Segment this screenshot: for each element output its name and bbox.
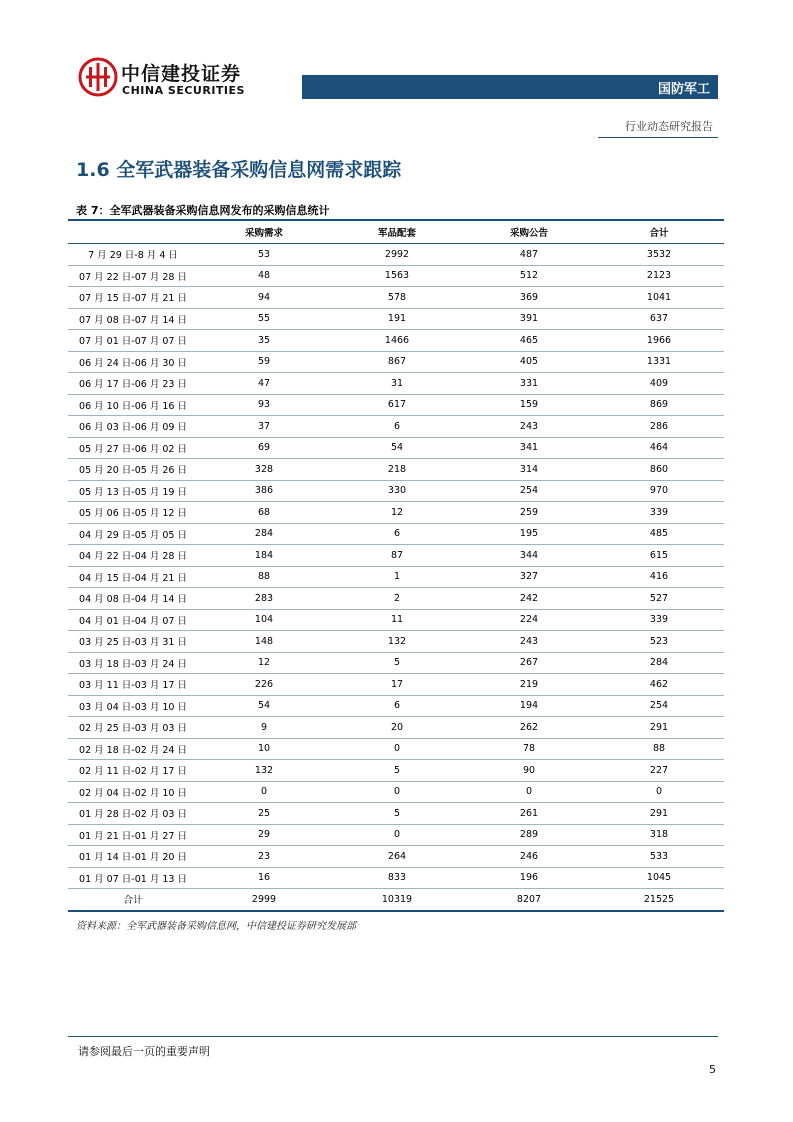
count-cell: 331 <box>464 373 594 395</box>
count-cell: 1966 <box>594 330 724 352</box>
count-cell: 227 <box>594 760 724 782</box>
table-row <box>68 351 724 373</box>
table-row <box>68 867 724 889</box>
count-cell: 37 <box>198 416 330 438</box>
table-row <box>68 609 724 631</box>
count-cell: 20 <box>330 717 464 739</box>
date-range-cell: 07 月 15 日-07 月 21 日 <box>68 287 198 309</box>
count-cell: 6 <box>330 695 464 717</box>
date-range-cell: 03 月 04 日-03 月 10 日 <box>68 695 198 717</box>
count-cell: 55 <box>198 308 330 330</box>
count-cell: 78 <box>464 738 594 760</box>
count-cell: 405 <box>464 351 594 373</box>
procurement-table-container <box>68 219 724 912</box>
count-cell: 512 <box>464 265 594 287</box>
count-cell: 54 <box>198 695 330 717</box>
count-cell: 11 <box>330 609 464 631</box>
count-cell: 637 <box>594 308 724 330</box>
date-range-cell: 01 月 07 日-01 月 13 日 <box>68 867 198 889</box>
source-note: 资料来源：全军武器装备采购信息网，中信建投证券研究发展部 <box>76 921 356 932</box>
total-cell: 2999 <box>198 889 330 911</box>
date-range-cell: 02 月 11 日-02 月 17 日 <box>68 760 198 782</box>
date-range-cell: 04 月 01 日-04 月 07 日 <box>68 609 198 631</box>
date-range-cell: 04 月 22 日-04 月 28 日 <box>68 545 198 567</box>
count-cell: 94 <box>198 287 330 309</box>
count-cell: 88 <box>594 738 724 760</box>
count-cell: 0 <box>198 781 330 803</box>
date-range-cell: 06 月 17 日-06 月 23 日 <box>68 373 198 395</box>
count-cell: 465 <box>464 330 594 352</box>
count-cell: 3532 <box>594 244 724 266</box>
count-cell: 291 <box>594 717 724 739</box>
table-caption: 表 7：全军武器装备采购信息网发布的采购信息统计 <box>76 204 330 217</box>
count-cell: 262 <box>464 717 594 739</box>
date-range-cell: 05 月 20 日-05 月 26 日 <box>68 459 198 481</box>
table-row <box>68 502 724 524</box>
count-cell: 254 <box>464 480 594 502</box>
table-row <box>68 803 724 825</box>
column-header: 军品配套 <box>330 220 464 244</box>
procurement-table <box>68 219 724 912</box>
count-cell: 261 <box>464 803 594 825</box>
sector-label: 国防军工 <box>657 82 710 97</box>
date-range-cell: 02 月 04 日-02 月 10 日 <box>68 781 198 803</box>
count-cell: 330 <box>330 480 464 502</box>
table-row <box>68 824 724 846</box>
count-cell: 246 <box>464 846 594 868</box>
table-row <box>68 287 724 309</box>
table-row <box>68 416 724 438</box>
header-divider <box>598 137 718 138</box>
table-header-row <box>68 220 724 244</box>
count-cell: 47 <box>198 373 330 395</box>
count-cell: 53 <box>198 244 330 266</box>
section-title: 1.6 全军武器装备采购信息网需求跟踪 <box>76 159 402 181</box>
table-row <box>68 631 724 653</box>
count-cell: 0 <box>330 781 464 803</box>
count-cell: 264 <box>330 846 464 868</box>
count-cell: 159 <box>464 394 594 416</box>
total-cell: 8207 <box>464 889 594 911</box>
footer-divider <box>68 1036 718 1037</box>
table-row <box>68 265 724 287</box>
count-cell: 0 <box>464 781 594 803</box>
date-range-cell: 07 月 22 日-07 月 28 日 <box>68 265 198 287</box>
count-cell: 69 <box>198 437 330 459</box>
table-total-row <box>68 889 724 911</box>
table-row <box>68 394 724 416</box>
count-cell: 29 <box>198 824 330 846</box>
count-cell: 1045 <box>594 867 724 889</box>
table-row <box>68 652 724 674</box>
count-cell: 218 <box>330 459 464 481</box>
date-range-cell: 07 月 01 日-07 月 07 日 <box>68 330 198 352</box>
report-type: 行业动态研究报告 <box>625 120 713 133</box>
date-range-cell: 07 月 08 日-07 月 14 日 <box>68 308 198 330</box>
count-cell: 409 <box>594 373 724 395</box>
table-row <box>68 717 724 739</box>
count-cell: 462 <box>594 674 724 696</box>
count-cell: 59 <box>198 351 330 373</box>
count-cell: 283 <box>198 588 330 610</box>
count-cell: 464 <box>594 437 724 459</box>
count-cell: 416 <box>594 566 724 588</box>
disclaimer: 请参阅最后一页的重要声明 <box>78 1045 210 1058</box>
count-cell: 226 <box>198 674 330 696</box>
company-logo <box>78 57 258 101</box>
column-header: 采购公告 <box>464 220 594 244</box>
count-cell: 132 <box>198 760 330 782</box>
count-cell: 88 <box>198 566 330 588</box>
count-cell: 148 <box>198 631 330 653</box>
date-range-cell: 01 月 14 日-01 月 20 日 <box>68 846 198 868</box>
count-cell: 1041 <box>594 287 724 309</box>
count-cell: 284 <box>594 652 724 674</box>
count-cell: 339 <box>594 609 724 631</box>
count-cell: 1466 <box>330 330 464 352</box>
count-cell: 0 <box>330 738 464 760</box>
date-range-cell: 01 月 21 日-01 月 27 日 <box>68 824 198 846</box>
date-range-cell: 02 月 25 日-03 月 03 日 <box>68 717 198 739</box>
count-cell: 48 <box>198 265 330 287</box>
table-body <box>68 244 724 911</box>
logo-chinese-name: 中信建投证券 <box>121 63 242 85</box>
count-cell: 284 <box>198 523 330 545</box>
count-cell: 615 <box>594 545 724 567</box>
count-cell: 194 <box>464 695 594 717</box>
count-cell: 327 <box>464 566 594 588</box>
count-cell: 191 <box>330 308 464 330</box>
table-row <box>68 738 724 760</box>
date-range-cell: 04 月 08 日-04 月 14 日 <box>68 588 198 610</box>
count-cell: 6 <box>330 416 464 438</box>
table-row <box>68 373 724 395</box>
count-cell: 2123 <box>594 265 724 287</box>
count-cell: 87 <box>330 545 464 567</box>
column-header: 合计 <box>594 220 724 244</box>
count-cell: 487 <box>464 244 594 266</box>
count-cell: 243 <box>464 416 594 438</box>
table-row <box>68 308 724 330</box>
count-cell: 617 <box>330 394 464 416</box>
count-cell: 860 <box>594 459 724 481</box>
count-cell: 0 <box>330 824 464 846</box>
date-range-cell: 05 月 06 日-05 月 12 日 <box>68 502 198 524</box>
count-cell: 5 <box>330 803 464 825</box>
column-header: 采购需求 <box>198 220 330 244</box>
count-cell: 10 <box>198 738 330 760</box>
total-cell: 21525 <box>594 889 724 911</box>
logo-english-name: CHINA SECURITIES <box>122 84 245 97</box>
count-cell: 5 <box>330 760 464 782</box>
count-cell: 369 <box>464 287 594 309</box>
count-cell: 5 <box>330 652 464 674</box>
count-cell: 12 <box>330 502 464 524</box>
count-cell: 267 <box>464 652 594 674</box>
table-row <box>68 244 724 266</box>
count-cell: 31 <box>330 373 464 395</box>
count-cell: 1331 <box>594 351 724 373</box>
count-cell: 485 <box>594 523 724 545</box>
count-cell: 254 <box>594 695 724 717</box>
date-range-cell: 06 月 24 日-06 月 30 日 <box>68 351 198 373</box>
count-cell: 17 <box>330 674 464 696</box>
table-row <box>68 695 724 717</box>
count-cell: 0 <box>594 781 724 803</box>
date-range-cell: 04 月 15 日-04 月 21 日 <box>68 566 198 588</box>
table-row <box>68 545 724 567</box>
count-cell: 259 <box>464 502 594 524</box>
sector-banner <box>302 75 718 99</box>
count-cell: 2992 <box>330 244 464 266</box>
count-cell: 523 <box>594 631 724 653</box>
count-cell: 339 <box>594 502 724 524</box>
count-cell: 90 <box>464 760 594 782</box>
date-range-cell: 03 月 18 日-03 月 24 日 <box>68 652 198 674</box>
count-cell: 533 <box>594 846 724 868</box>
count-cell: 196 <box>464 867 594 889</box>
count-cell: 243 <box>464 631 594 653</box>
count-cell: 184 <box>198 545 330 567</box>
table-row <box>68 437 724 459</box>
column-header <box>68 220 198 244</box>
count-cell: 867 <box>330 351 464 373</box>
count-cell: 527 <box>594 588 724 610</box>
date-range-cell: 01 月 28 日-02 月 03 日 <box>68 803 198 825</box>
date-range-cell: 06 月 03 日-06 月 09 日 <box>68 416 198 438</box>
count-cell: 93 <box>198 394 330 416</box>
count-cell: 16 <box>198 867 330 889</box>
count-cell: 35 <box>198 330 330 352</box>
count-cell: 1563 <box>330 265 464 287</box>
table-row <box>68 480 724 502</box>
count-cell: 286 <box>594 416 724 438</box>
page-number: 5 <box>709 1063 716 1076</box>
table-row <box>68 846 724 868</box>
date-range-cell: 7 月 29 日-8 月 4 日 <box>68 244 198 266</box>
count-cell: 219 <box>464 674 594 696</box>
date-range-cell: 02 月 18 日-02 月 24 日 <box>68 738 198 760</box>
date-range-cell: 06 月 10 日-06 月 16 日 <box>68 394 198 416</box>
count-cell: 291 <box>594 803 724 825</box>
count-cell: 9 <box>198 717 330 739</box>
count-cell: 6 <box>330 523 464 545</box>
count-cell: 23 <box>198 846 330 868</box>
count-cell: 328 <box>198 459 330 481</box>
count-cell: 104 <box>198 609 330 631</box>
count-cell: 289 <box>464 824 594 846</box>
count-cell: 68 <box>198 502 330 524</box>
table-row <box>68 588 724 610</box>
logo-emblem-icon <box>78 57 118 97</box>
date-range-cell: 04 月 29 日-05 月 05 日 <box>68 523 198 545</box>
table-row <box>68 566 724 588</box>
count-cell: 833 <box>330 867 464 889</box>
total-label-cell: 合计 <box>68 889 198 911</box>
count-cell: 318 <box>594 824 724 846</box>
date-range-cell: 05 月 13 日-05 月 19 日 <box>68 480 198 502</box>
table-row <box>68 330 724 352</box>
count-cell: 132 <box>330 631 464 653</box>
count-cell: 341 <box>464 437 594 459</box>
table-row <box>68 674 724 696</box>
count-cell: 242 <box>464 588 594 610</box>
date-range-cell: 03 月 11 日-03 月 17 日 <box>68 674 198 696</box>
table-row <box>68 459 724 481</box>
table-row <box>68 760 724 782</box>
count-cell: 2 <box>330 588 464 610</box>
date-range-cell: 03 月 25 日-03 月 31 日 <box>68 631 198 653</box>
count-cell: 1 <box>330 566 464 588</box>
count-cell: 344 <box>464 545 594 567</box>
count-cell: 25 <box>198 803 330 825</box>
count-cell: 195 <box>464 523 594 545</box>
count-cell: 578 <box>330 287 464 309</box>
count-cell: 224 <box>464 609 594 631</box>
count-cell: 869 <box>594 394 724 416</box>
total-cell: 10319 <box>330 889 464 911</box>
count-cell: 314 <box>464 459 594 481</box>
date-range-cell: 05 月 27 日-06 月 02 日 <box>68 437 198 459</box>
count-cell: 386 <box>198 480 330 502</box>
count-cell: 391 <box>464 308 594 330</box>
table-row <box>68 523 724 545</box>
count-cell: 970 <box>594 480 724 502</box>
table-row <box>68 781 724 803</box>
count-cell: 54 <box>330 437 464 459</box>
count-cell: 12 <box>198 652 330 674</box>
